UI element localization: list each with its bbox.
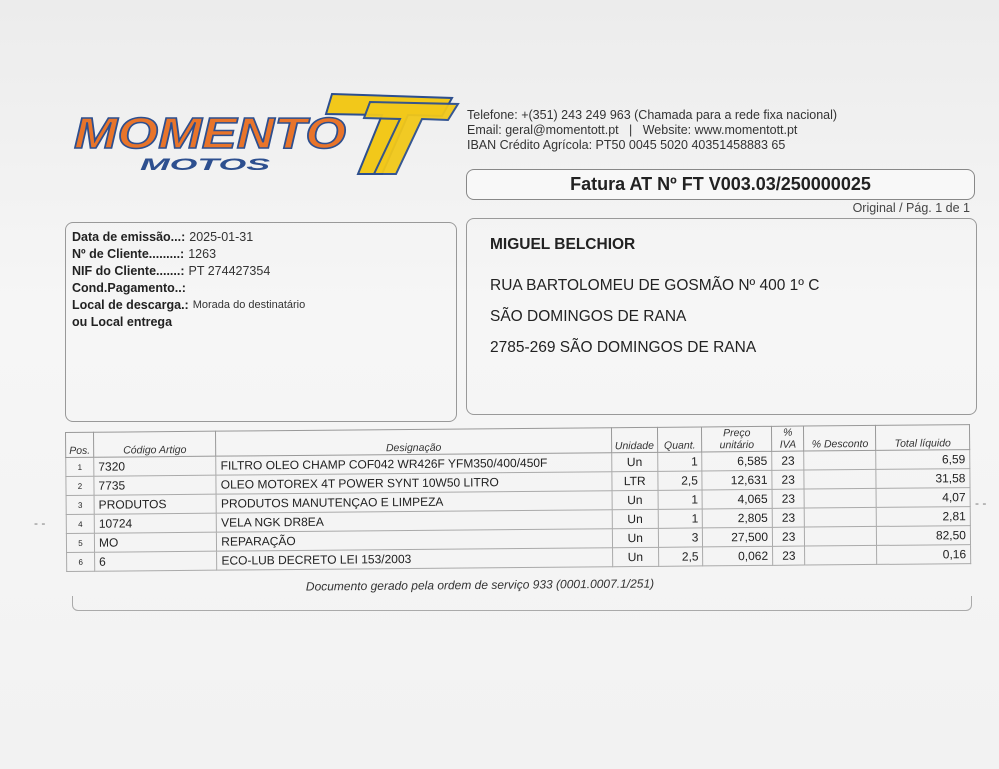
row-pos: 5 bbox=[66, 533, 94, 552]
contact-email-website: Email: geral@momentott.pt | Website: www.momentott.pt bbox=[467, 123, 798, 137]
invoice-meta bbox=[72, 229, 305, 331]
margin-mark-left: - - bbox=[34, 516, 46, 530]
row-qty: 1 bbox=[658, 452, 703, 471]
row-vat: 23 bbox=[772, 451, 805, 470]
contact-iban: IBAN Crédito Agrícola: PT50 0045 5020 40351458883 65 bbox=[467, 138, 786, 152]
row-qty: 2,5 bbox=[658, 547, 703, 566]
row-qty: 3 bbox=[658, 528, 703, 547]
items-table bbox=[65, 424, 971, 572]
date-label: Data de emissão...: bbox=[72, 230, 186, 244]
row-pos: 6 bbox=[67, 552, 95, 571]
row-unit: Un bbox=[612, 490, 658, 509]
row-description: FILTRO OLEO CHAMP COF042 WR426F YFM350/400/450F bbox=[216, 453, 612, 475]
row-code: MO bbox=[94, 532, 216, 552]
row-qty: 2,5 bbox=[658, 471, 703, 490]
row-total: 2,81 bbox=[876, 507, 970, 527]
page-label: Original / Pág. 1 de 1 bbox=[852, 201, 970, 215]
row-unit-price: 27,500 bbox=[703, 527, 773, 547]
row-pos: 3 bbox=[66, 495, 94, 514]
header-description: Designação bbox=[216, 428, 612, 456]
row-code: 7320 bbox=[94, 456, 216, 476]
client-address-line3: 2785-269 SÃO DOMINGOS DE RANA bbox=[490, 339, 757, 356]
row-unit: Un bbox=[612, 547, 658, 566]
table-footer-frame bbox=[72, 596, 972, 611]
delivery-label: ou Local entrega bbox=[72, 315, 173, 329]
company-contact bbox=[467, 108, 837, 153]
client-address-line1: RUA BARTOLOMEU DE GOSMÃO Nº 400 1º C bbox=[490, 277, 820, 294]
row-description: PRODUTOS MANUTENÇAO E LIMPEZA bbox=[216, 491, 612, 513]
row-unit-price: 4,065 bbox=[702, 489, 772, 509]
row-unit-price: 0,062 bbox=[703, 546, 773, 566]
row-vat: 23 bbox=[772, 470, 805, 489]
row-discount bbox=[805, 507, 877, 527]
row-discount bbox=[804, 450, 876, 470]
row-discount bbox=[805, 545, 877, 565]
invoice-title-box bbox=[466, 169, 975, 200]
unload-value: Morada do destinatário bbox=[192, 299, 306, 311]
row-total: 4,07 bbox=[876, 488, 970, 508]
row-unit-price: 12,631 bbox=[702, 470, 772, 490]
row-pos: 4 bbox=[66, 514, 94, 533]
row-description: ECO-LUB DECRETO LEI 153/2003 bbox=[217, 548, 613, 570]
row-discount bbox=[805, 526, 877, 546]
row-unit-price: 6,585 bbox=[702, 451, 772, 471]
row-pos: 1 bbox=[66, 457, 94, 476]
header-vat: % IVA bbox=[771, 426, 804, 451]
row-unit: Un bbox=[612, 509, 658, 528]
client-number-value: 1263 bbox=[188, 247, 217, 261]
row-discount bbox=[804, 469, 876, 489]
row-total: 82,50 bbox=[877, 526, 971, 546]
client-address-line2: SÃO DOMINGOS DE RANA bbox=[490, 308, 687, 325]
row-total: 0,16 bbox=[877, 545, 971, 565]
client-address bbox=[490, 236, 819, 370]
header-qty: Quant. bbox=[657, 427, 702, 452]
row-unit-price: 2,805 bbox=[703, 508, 773, 528]
payment-label: Cond.Pagamento..: bbox=[72, 281, 186, 295]
logo-main-text: MOMENTO bbox=[74, 109, 346, 158]
row-discount bbox=[804, 488, 876, 508]
row-code: 10724 bbox=[94, 513, 216, 533]
header-unit: Unidade bbox=[611, 427, 657, 452]
unload-label: Local de descarga.: bbox=[72, 298, 189, 312]
row-qty: 1 bbox=[658, 509, 703, 528]
row-code: 7735 bbox=[94, 475, 216, 495]
header-discount: % Desconto bbox=[804, 425, 876, 451]
logo-sub-text: MOTOS bbox=[140, 155, 272, 174]
momento-tt-logo bbox=[70, 88, 460, 180]
row-total: 31,58 bbox=[876, 469, 970, 489]
header-total: Total líquido bbox=[876, 425, 970, 451]
footer-note: Documento gerado pela ordem de serviço 933 (0001.0007.1/251) bbox=[305, 576, 655, 594]
date-value: 2025-01-31 bbox=[189, 230, 254, 244]
row-vat: 23 bbox=[772, 508, 805, 527]
row-description: REPARAÇÃO bbox=[217, 529, 613, 551]
header-pos: Pos. bbox=[66, 432, 94, 457]
row-pos: 2 bbox=[66, 476, 94, 495]
margin-mark-right: - - bbox=[975, 496, 987, 510]
nif-value: PT 274427354 bbox=[188, 264, 271, 278]
row-code: 6 bbox=[95, 551, 217, 571]
row-description: OLEO MOTOREX 4T POWER SYNT 10W50 LITRO bbox=[216, 472, 612, 494]
contact-phone: Telefone: +(351) 243 249 963 (Chamada para a rede fixa nacional) bbox=[467, 108, 838, 122]
row-unit: Un bbox=[611, 452, 657, 471]
row-description: VELA NGK DR8EA bbox=[216, 510, 612, 532]
row-vat: 23 bbox=[773, 546, 806, 565]
row-code: PRODUTOS bbox=[94, 494, 216, 514]
client-number-label: Nº de Cliente.........: bbox=[72, 247, 185, 261]
row-vat: 23 bbox=[772, 489, 805, 508]
invoice-title: Fatura AT Nº FT V003.03/250000025 bbox=[570, 174, 871, 194]
header-code: Código Artigo bbox=[94, 431, 216, 457]
header-unit-price: Preço unitário bbox=[702, 426, 772, 452]
nif-label: NIF do Cliente.......: bbox=[72, 264, 185, 278]
row-unit: LTR bbox=[612, 471, 658, 490]
client-name: MIGUEL BELCHIOR bbox=[490, 236, 636, 253]
row-qty: 1 bbox=[658, 490, 703, 509]
row-total: 6,59 bbox=[876, 450, 970, 470]
row-vat: 23 bbox=[772, 527, 805, 546]
row-unit: Un bbox=[612, 528, 658, 547]
